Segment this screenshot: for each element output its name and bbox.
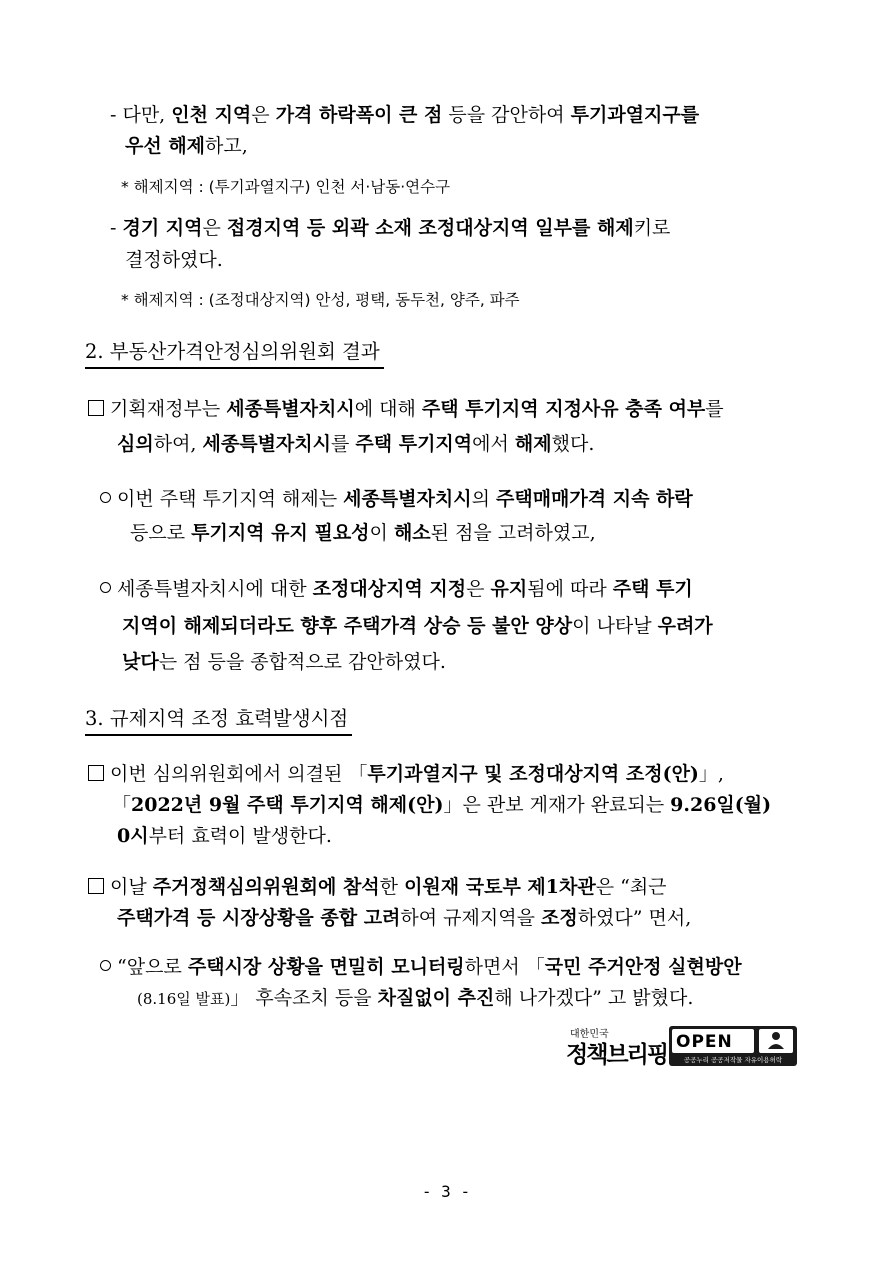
- text-bold: 주택 투기: [612, 578, 693, 600]
- policy-briefing-logo: [566, 1025, 668, 1068]
- p1-line1: [88, 395, 724, 423]
- text: 」,: [698, 763, 724, 785]
- text-bold: 주택 투기지역: [355, 433, 473, 455]
- text: 이날: [104, 876, 153, 898]
- text-bold: 주택매매가격 지속 하락: [495, 488, 693, 510]
- logo-wordmark: 정책브리핑: [566, 1042, 668, 1068]
- text-bold: 우선 해제: [125, 135, 206, 157]
- license-footer: 공공누리 공공저작물 자유이용허락: [683, 1056, 783, 1064]
- text: 「: [112, 794, 132, 816]
- dash2-note: * 해제지역 : (조정대상지역) 안성, 평택, 동두천, 양주, 파주: [121, 291, 520, 309]
- text: 에 대해: [354, 398, 422, 420]
- open-text: OPEN: [676, 1032, 733, 1052]
- text-bold: 투기지역 유지 필요성: [191, 522, 370, 544]
- text: 은: [251, 104, 276, 126]
- text: 됨에 따라: [527, 578, 613, 600]
- p1-line2: [117, 430, 594, 458]
- text-bold: 주택 투기지역 지정사유 충족 여부: [421, 398, 706, 420]
- p3-line2: [117, 904, 691, 932]
- text-bold: 조정대상지역 지정: [312, 578, 467, 600]
- text: 의: [471, 488, 496, 510]
- text-bold: 투기과열지구 및 조정대상지역 조정(안): [367, 763, 699, 785]
- o1-line1: [100, 485, 693, 513]
- text: -: [110, 217, 123, 239]
- text: 은: [202, 217, 227, 239]
- text-bold: 유지: [490, 578, 528, 600]
- page-number: - 3 -: [421, 1182, 471, 1201]
- person-icon: [759, 1029, 793, 1053]
- circle-bullet-icon: [100, 960, 111, 971]
- text: 를: [705, 398, 724, 420]
- text: 부터 효력이 발생한다.: [148, 825, 332, 847]
- checkbox-bullet-icon: [88, 400, 104, 416]
- text: 키로: [633, 217, 671, 239]
- text-bold: 해제: [514, 433, 552, 455]
- o3-line2: [137, 984, 693, 1013]
- text: 는 점 등을 종합적으로 감안하였다.: [158, 651, 446, 673]
- text-bold: 주택시장 상황을 면밀히 모니터링: [187, 956, 465, 978]
- o2-line2: [122, 612, 713, 640]
- text-bold: 차질없이 추진: [377, 987, 495, 1009]
- checkbox-bullet-icon: [88, 878, 104, 894]
- p2-line2: [112, 791, 771, 819]
- p3-line1: [88, 873, 667, 901]
- text: 해 나가겠다” 고 밝혔다.: [494, 987, 694, 1009]
- text-bold: 낮다: [122, 651, 159, 673]
- o2-line3: [122, 648, 446, 676]
- text: 은 “최근: [595, 876, 667, 898]
- o2-line1: [100, 575, 693, 603]
- text: 에서: [472, 433, 515, 455]
- text: 기획재정부는: [104, 398, 227, 420]
- text-bold: 인천 지역: [171, 104, 252, 126]
- text-bold: 접경지역 등 외곽 소재 조정대상지역 일부를 해제: [226, 217, 634, 239]
- text: 하여,: [153, 433, 203, 455]
- text: 이: [369, 522, 394, 544]
- text-bold: 지역이 해제되더라도 향후 주택가격 상승 등 불안 양상: [122, 615, 573, 637]
- o1-line2: [130, 519, 596, 547]
- text-bold: 가격 하락폭이 큰 점: [275, 104, 443, 126]
- text: 를: [331, 433, 356, 455]
- o3-line1: [100, 953, 742, 981]
- text-bold: 2022년 9월 주택 투기지역 해제(안): [131, 794, 444, 816]
- text-bold: 0시: [117, 825, 149, 847]
- dash2-line2: 결정하였다.: [125, 249, 223, 271]
- checkbox-bullet-icon: [88, 765, 104, 781]
- text: 이번 심의위원회에서 의결된 「: [104, 763, 368, 785]
- text-bold: 심의: [117, 433, 154, 455]
- p2-line1: [88, 760, 724, 788]
- text: 한: [379, 876, 405, 898]
- text-bold: 투기과열지구를: [570, 104, 700, 126]
- text: 하면서 「: [464, 956, 545, 978]
- dash2-line1: [110, 214, 670, 242]
- text: 이 나타날: [572, 615, 658, 637]
- dash1-line1: [110, 101, 699, 129]
- text-bold: 해소: [393, 522, 431, 544]
- dash1-line2: [125, 132, 248, 160]
- text-bold: 우려가: [657, 615, 713, 637]
- text-small: (8.16일 발표): [137, 990, 231, 1008]
- text-bold: 경기 지역: [122, 217, 203, 239]
- text: 이번 주택 투기지역 해제는: [111, 488, 344, 510]
- section-3-heading: 3. 규제지역 조정 효력발생시점: [85, 705, 352, 736]
- text: - 다만,: [110, 104, 172, 126]
- text-bold: 주거정책심의위원회에 참석: [152, 876, 380, 898]
- text: 했다.: [551, 433, 595, 455]
- text-bold: 세종특별자치시: [343, 488, 472, 510]
- text-bold: 9.26일(월): [670, 794, 772, 816]
- text-bold: 세종특별자치시: [202, 433, 331, 455]
- section-2-heading: 2. 부동산가격안정심의위원회 결과: [85, 338, 384, 369]
- text: 하고,: [205, 135, 248, 157]
- text-bold: 국민 주거안정 실현방안: [544, 956, 742, 978]
- open-panel: [672, 1029, 754, 1053]
- circle-bullet-icon: [100, 492, 111, 503]
- text: 세종특별자치시에 대한: [111, 578, 313, 600]
- text: 된 점을 고려하였고,: [430, 522, 596, 544]
- logo-caption: 대한민국: [570, 1029, 609, 1040]
- text: 은: [466, 578, 491, 600]
- text-bold: 주택가격 등 시장상황을 종합 고려: [117, 907, 401, 929]
- text-bold: 조정: [540, 907, 578, 929]
- text: 하여 규제지역을: [400, 907, 541, 929]
- text: 등으로: [130, 522, 192, 544]
- p2-line3: [117, 822, 332, 850]
- text: “앞으로: [111, 956, 188, 978]
- text-bold: 세종특별자치시: [226, 398, 355, 420]
- text: 하였다” 면서,: [577, 907, 692, 929]
- circle-bullet-icon: [100, 582, 111, 593]
- text-bold: 이원재 국토부 제1차관: [404, 876, 596, 898]
- dash1-note: * 해제지역 : (투기과열지구) 인천 서·남동·연수구: [121, 178, 451, 196]
- attribution-icon: [759, 1029, 793, 1053]
- text: 」 후속조치 등을: [230, 987, 378, 1009]
- kogl-open-license-badge: [669, 1026, 797, 1066]
- text: 」은 관보 게재가 완료되는: [443, 794, 671, 816]
- text: 등을 감안하여: [442, 104, 571, 126]
